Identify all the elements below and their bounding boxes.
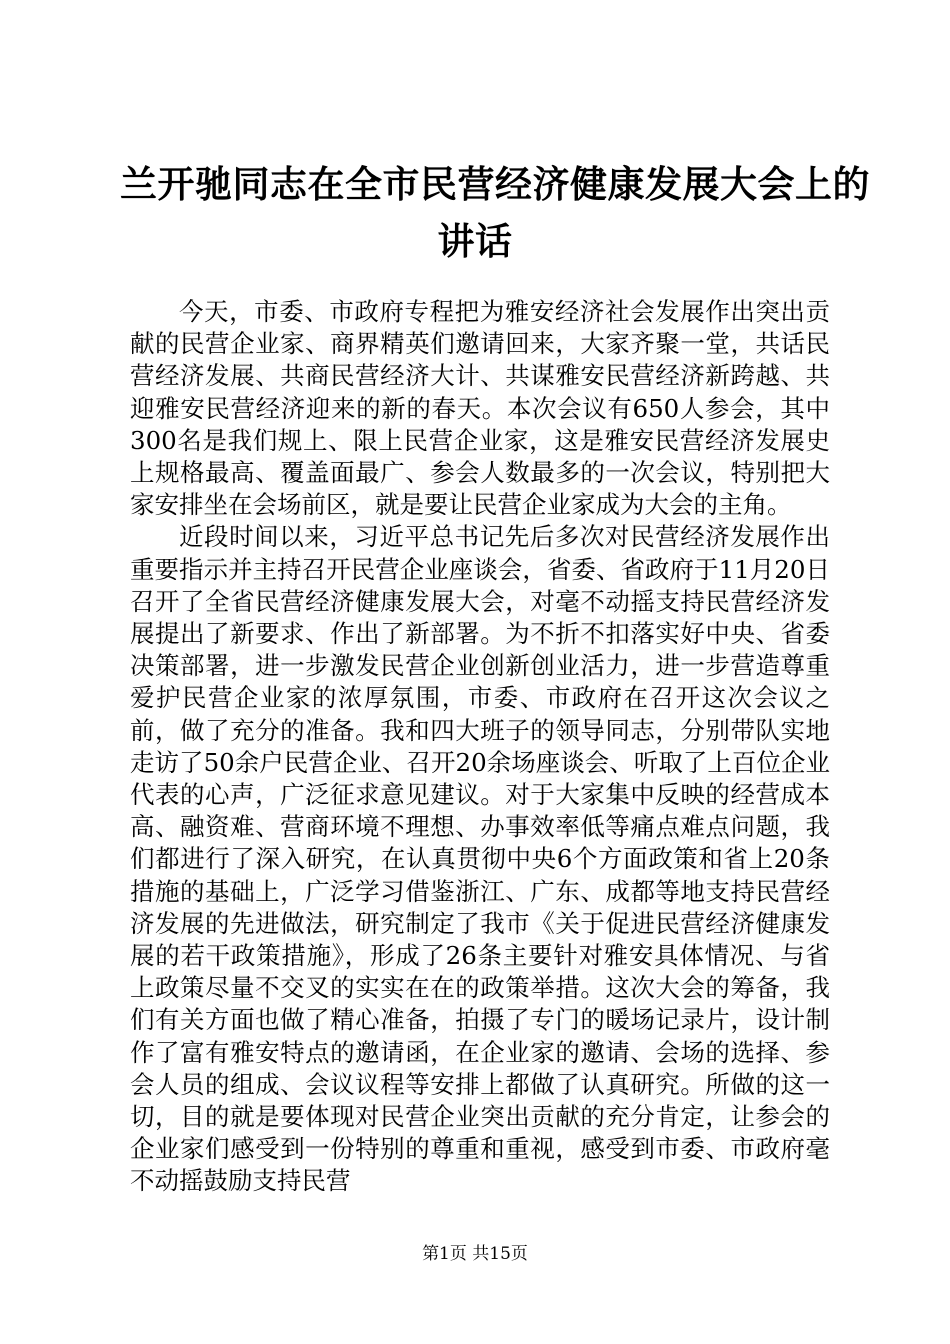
title-line-1: 兰开驰同志在全市民营经济健康发展大会上的 [120, 163, 870, 206]
document-title [120, 156, 870, 270]
title-line-2: 讲话 [437, 220, 513, 263]
document-body [130, 296, 830, 1198]
page-footer: 第1页 共15页 [422, 1244, 528, 1264]
paragraph-1: 今天，市委、市政府专程把为雅安经济社会发展作出突出贡献的民营企业家、商界精英们邀请回来，大家齐聚一堂，共话民营经济发展、共商民营经济大计、共谋雅安民营经济新跨越、共迎雅安民营经济迎来的新的春天。本次会议有650人参会，其中300名是我们规上、限上民营企业家，这是雅安民营经济发展史上规格最高、覆盖面最广、参会人数最多的一次会议，特别把大家安排坐在会场前区，就是要让民营企业家成为大会的主角。 [130, 297, 830, 520]
paragraph-2: 近段时间以来，习近平总书记先后多次对民营经济发展作出重要指示并主持召开民营企业座谈会，省委、省政府于11月20日召开了全省民营经济健康发展大会，对毫不动摇支持民营经济发展提出了新要求、作出了新部署。为不折不扣落实好中央、省委决策部署，进一步激发民营企业创新创业活力，进一步营造尊重爱护民营企业家的浓厚氛围，市委、市政府在召开这次会议之前，做了充分的准备。我和四大班子的领导同志，分别带队实地走访了50余户民营企业、召开20余场座谈会、听取了上百位企业代表的心声，广泛征求意见建议。对于大家集中反映的经营成本高、融资难、营商环境不理想、办事效率低等痛点难点问题，我们都进行了深入研究，在认真贯彻中央6个方面政策和省上20条措施的基础上，广泛学习借鉴浙江、广东、成都等地支持民营经济发展的先进做法，研究制定了我市《关于促进民营经济健康发展的若干政策措施》，形成了26条主要针对雅安具体情况、与省上政策尽量不交叉的实实在在的政策举措。这次大会的筹备，我们有关方面也做了精心准备，拍摄了专门的暖场记录片，设计制作了富有雅安特点的邀请函，在企业家的邀请、会场的选择、参会人员的组成、会议议程等安排上都做了认真研究。所做的这一切，目的就是要体现对民营企业突出贡献的充分肯定，让参会的企业家们感受到一份特别的尊重和重视，感受到市委、市政府毫不动摇鼓励支持民营 [130, 522, 830, 1196]
